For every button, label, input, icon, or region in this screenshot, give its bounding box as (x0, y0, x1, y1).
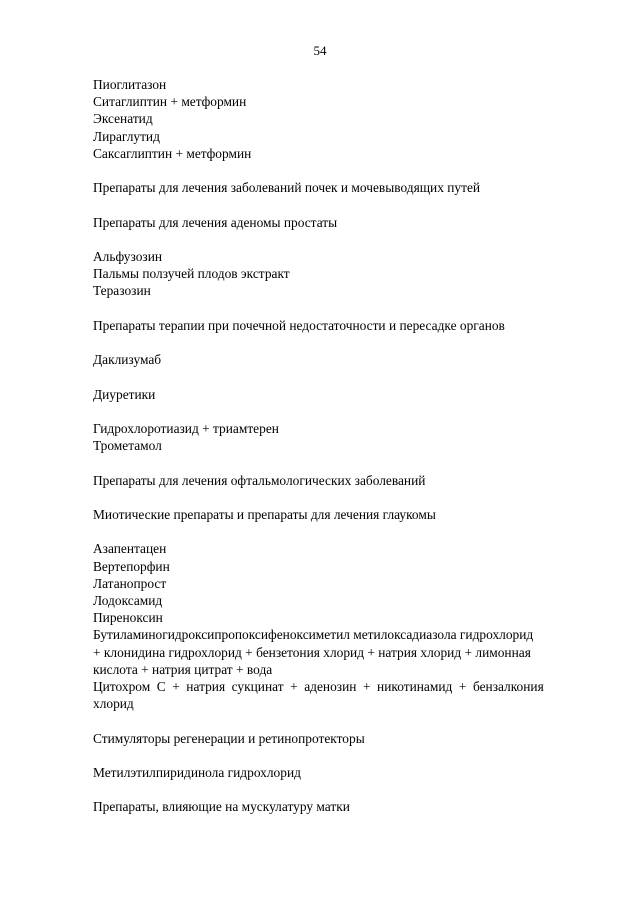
spacer (93, 368, 585, 385)
list-item-line: + клонидина гидрохлорид + бензетония хлорид + натрия хлорид + лимонная (93, 644, 531, 660)
list-item: Теразозин (93, 283, 151, 299)
page-number: 54 (313, 43, 327, 58)
list-item: Альфузозин (93, 248, 163, 264)
list-item: Лодоксамид (93, 592, 163, 608)
list-item: Лираглутид (93, 128, 160, 144)
section-heading: Препараты для лечения заболеваний почек и мочевыводящих путей (93, 180, 481, 196)
section-heading: Миотические препараты и препараты для лечения глаукомы (93, 506, 436, 522)
spacer (93, 334, 585, 351)
spacer (93, 489, 585, 506)
list-item: Даклизумаб (93, 352, 162, 368)
section-heading: Препараты для лечения офтальмологических заболеваний (93, 472, 426, 488)
spacer (93, 454, 585, 471)
list-item: Эксенатид (93, 111, 153, 127)
list-item-line: Бутиламиногидроксипропоксифеноксиметил метилоксадиазола гидрохлорид (93, 627, 534, 643)
spacer (93, 300, 585, 317)
spacer (93, 523, 585, 540)
spacer (93, 747, 585, 764)
drug-list (93, 76, 585, 816)
spacer (93, 196, 585, 213)
section-heading: Препараты терапии при почечной недостаточности и пересадке органов (93, 317, 505, 333)
list-item: Пальмы ползучей плодов экстракт (93, 266, 290, 282)
list-item-line: хлорид (93, 696, 134, 712)
spacer (93, 712, 585, 729)
spacer (93, 403, 585, 420)
section-heading: Препараты для лечения аденомы простаты (93, 214, 338, 230)
list-item-line: кислота + натрия цитрат + вода (93, 661, 273, 677)
section-heading: Препараты, влияющие на мускулатуру матки (93, 799, 350, 815)
list-item: Пиреноксин (93, 610, 163, 626)
section-heading: Диуретики (93, 386, 156, 402)
list-item: Латанопрост (93, 575, 167, 591)
list-item: Азапентацен (93, 541, 167, 557)
spacer (93, 162, 585, 179)
list-item: Трометамол (93, 438, 162, 454)
spacer (93, 231, 585, 248)
list-item: Метилэтилпиридинола гидрохлорид (93, 764, 301, 780)
list-item: Вертепорфин (93, 558, 170, 574)
list-item: Пиоглитазон (93, 77, 167, 92)
section-heading: Стимуляторы регенерации и ретинопротекторы (93, 730, 365, 746)
spacer (93, 781, 585, 798)
list-item: Саксаглиптин + метформин (93, 145, 252, 161)
list-item-line: Цитохром С + натрия сукцинат + аденозин + никотинамид + бензалкония (93, 678, 544, 694)
list-item: Гидрохлоротиазид + триамтерен (93, 420, 279, 436)
list-item: Ситаглиптин + метформин (93, 94, 247, 110)
